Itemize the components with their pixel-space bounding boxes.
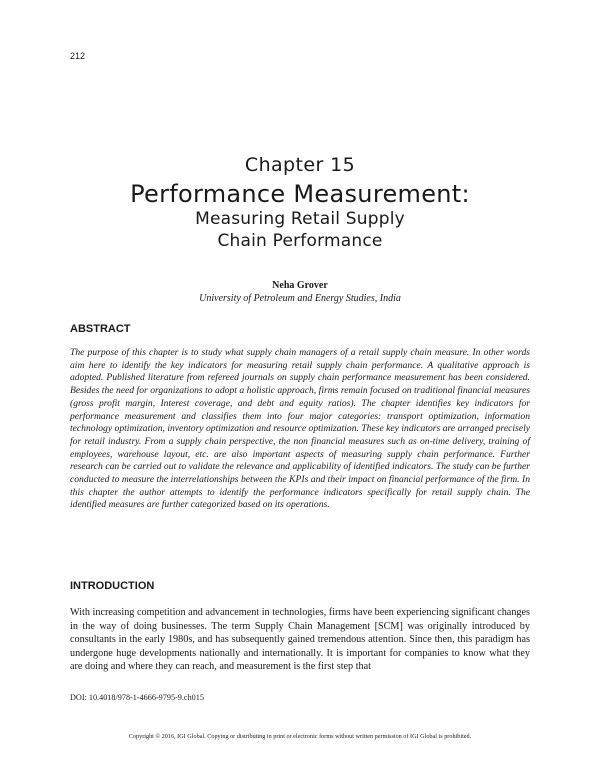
author-name: Neha Grover [272,280,328,291]
chapter-label: Chapter 15 [244,154,356,176]
page-number: 212 [70,51,86,61]
copyright-notice: Copyright © 2016, IGI Global. Copying or distributing in print or electronic forms without written permission of IGI Global is prohibited. [128,733,472,740]
doi-line: DOI: 10.4018/978-1-4666-9795-9.ch015 [70,693,204,702]
chapter-title: Performance Measurement: [130,180,470,208]
author-affiliation: University of Petroleum and Energy Studies, India [199,293,401,304]
chapter-heading [0,152,600,252]
abstract-heading: ABSTRACT [70,323,131,335]
chapter-subtitle: Measuring Retail Supply Chain Performance [195,209,405,251]
introduction-text: With increasing competition and advancement in technologies, firms have been experiencing significant changes in the way of doing businesses. The term Supply Chain Management [SCM] was originally introduced by consultants in the early 1980s, and has subsequently gained tremendous attention. Since then, this paradigm has undergone huge developments nationally and internationally. It is important for companies to know what they are doing and where they can reach, and measurement is the first step that [70,607,530,673]
introduction-heading: INTRODUCTION [70,580,155,592]
author-block [0,279,600,305]
abstract-text: The purpose of this chapter is to study what supply chain managers of a retail supply chain measure. In other words aim here to identify the key indicators for measuring retail supply chain performance. A qualitative approach is adopted. Published literature from refereed journals on supply chain performance measurement has been considered. Besides the need for organizations to adopt a holistic approach, firms remain focused on traditional financial measures (gross profit margin, Interest coverage, and debt and equity ratios). The chapter identifies key indicators for performance measurement and classifies them into four major categories: transport optimization, information technology optimization, inventory optimization and resource optimization. These key indicators are arranged precisely for retail industry. From a supply chain perspective, the non financial measures such as on-time delivery, training of employees, warehouse layout, etc. are also important aspects of measuring supply chain performance. Further research can be carried out to validate the relevance and applicability of identified indicators. The study can be further conducted to measure the interrelationships between the KPIs and their impact on financial performance of the firm. In this chapter the author attempts to identify the performance indicators specifically for retail supply chain. The identified measures are further categorized based on its operations. [70,347,530,511]
